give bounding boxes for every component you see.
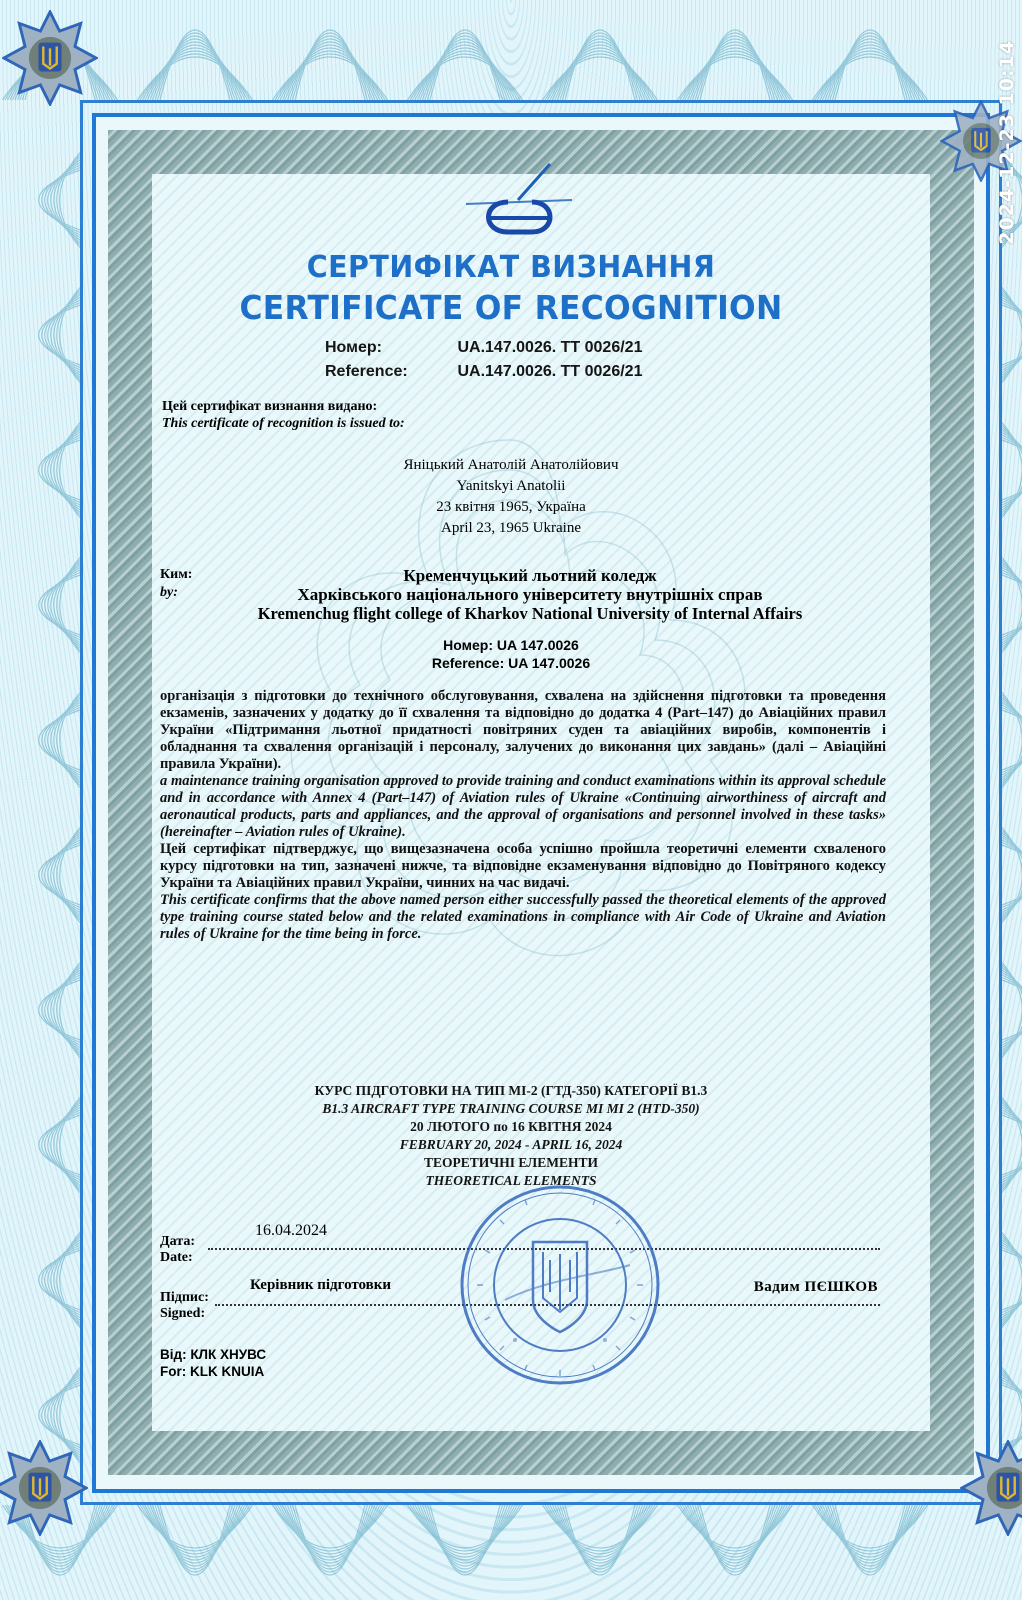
issued-to-label-en: This certificate of recognition is issued to: xyxy=(162,416,405,431)
guilloche-arc xyxy=(1002,1385,1022,1445)
police-star-trident-icon xyxy=(960,1440,1022,1536)
corner-badge-bottom-right xyxy=(960,1440,1022,1536)
date-label-uk: Дата: xyxy=(160,1234,195,1249)
issued-to-label-uk: Цей сертифікат визнання видано: xyxy=(162,399,378,414)
reference-value: UA.147.0026. TT 0026/21 xyxy=(457,363,643,380)
recipient-name-uk: Яніцький Анатолій Анатолійович xyxy=(403,457,619,473)
certificate-number-row xyxy=(325,339,642,357)
guilloche-arc xyxy=(413,1505,518,1554)
guilloche-arc xyxy=(413,51,518,100)
reference-label: Reference: xyxy=(325,363,408,380)
recipient-birth-uk: 23 квітня 1965, Україна xyxy=(436,499,586,515)
guilloche-arc xyxy=(1002,575,1022,635)
guilloche-arc xyxy=(143,1505,248,1554)
photo-timestamp: 2024-12-23 10:14 xyxy=(996,40,1018,245)
certificate-reference-row xyxy=(325,363,642,381)
issuer-name-en: Kremenchug flight college of Kharkov National University of Internal Affairs xyxy=(257,604,803,623)
body-paragraph-uk-2: Цей сертифікат підтверджує, що вищезазначена особа успішно пройшла теоретичні елементи схваленого курсу підготовки на тип, зазначені нижче, та відповідне екзаменування відповідно до Повітряного кодексу України та Авіаційних правил України, чинних на час видачі. xyxy=(160,841,886,891)
recipient-birth-en: April 23, 1965 Ukraine xyxy=(441,520,581,536)
issued-from-uk: Від: КЛК ХНУВС xyxy=(160,1347,267,1362)
issuer-reference-line: Reference: UA 147.0026 xyxy=(431,655,591,671)
certificate-body xyxy=(160,688,886,943)
course-elements-en: THEORETICAL ELEMENTS xyxy=(425,1173,597,1188)
course-dates-en: FEBRUARY 20, 2024 - APRIL 16, 2024 xyxy=(399,1137,623,1152)
course-title-uk: КУРС ПІДГОТОВКИ НА ТИП МІ-2 (ГТД-350) КАТЕГОРІЇ В1.3 xyxy=(314,1083,708,1098)
guilloche-arc xyxy=(818,51,923,100)
police-star-trident-icon xyxy=(0,1440,88,1536)
course-block xyxy=(0,1082,1022,1190)
issuer-label-uk: Ким: xyxy=(160,567,193,582)
number-label: Номер: xyxy=(325,339,382,356)
date-value: 16.04.2024 xyxy=(255,1222,327,1239)
signed-label xyxy=(160,1290,209,1322)
corner-badge-bottom-left xyxy=(0,1440,88,1536)
guilloche-arc xyxy=(1002,1250,1022,1310)
recipient-name-en: Yanitskyi Anatolii xyxy=(456,478,566,494)
guilloche-arc xyxy=(1002,710,1022,770)
police-star-trident-icon xyxy=(2,10,98,106)
body-paragraph-en-1: a maintenance training organisation approved to provide training and conduct examinations within its approval schedule and in accordance with Annex 4 (Part–147) of Aviation rules of Ukraine «Continuing airworthiness of aircraft and aeronautical products, parts and appliances, and the approval of organisations and personnel involved in these tasks» (hereinafter – Aviation rules of Ukraine). xyxy=(160,773,886,840)
guilloche-arc xyxy=(683,51,788,100)
course-elements-uk: ТЕОРЕТИЧНІ ЕЛЕМЕНТИ xyxy=(424,1155,598,1170)
signed-label-en: Signed: xyxy=(160,1306,206,1321)
aviation-wing-logo-icon xyxy=(460,160,580,240)
certificate-title-uk: СЕРТИФІКАТ ВИЗНАННЯ xyxy=(306,250,716,285)
guilloche-arc xyxy=(278,51,383,100)
issued-to-label xyxy=(162,398,405,432)
course-dates-uk: 20 ЛЮТОГО по 16 КВІТНЯ 2024 xyxy=(410,1119,612,1134)
guilloche-arc xyxy=(1002,305,1022,365)
corner-badge-top-left xyxy=(2,10,98,106)
guilloche-arc xyxy=(143,51,248,100)
guilloche-arc xyxy=(683,1505,788,1554)
course-title-en: B1.3 AIRCRAFT TYPE TRAINING COURSE MI MI 2 (HTD-350) xyxy=(322,1101,700,1116)
guilloche-arc xyxy=(278,1505,383,1554)
guilloche-arc xyxy=(818,1505,923,1554)
body-paragraph-en-2: This certificate confirms that the above named person either successfully passed the theoretical elements of the approved type training course stated below and the related examinations in compliance with Air Code of Ukraine and Aviation rules of Ukraine for the time being in force. xyxy=(160,892,886,942)
issuer-number: Номер: UA 147.0026 xyxy=(443,637,579,653)
recipient-block xyxy=(0,455,1022,539)
guilloche-arc xyxy=(548,1505,653,1554)
guilloche-arc xyxy=(548,51,653,100)
ukraine-trident-seal-icon xyxy=(455,1180,665,1390)
issuer-name xyxy=(160,566,900,623)
signer-role: Керівник підготовки xyxy=(250,1277,392,1293)
guilloche-arc xyxy=(1002,845,1022,905)
issuer-name-uk-line1: Кременчуцький льотний коледж xyxy=(403,566,657,585)
signer-name: Вадим ПЄШКОВ xyxy=(753,1279,878,1295)
date-label xyxy=(160,1234,195,1266)
issuer-label-en: by: xyxy=(160,585,178,600)
certificate-title-en: CERTIFICATE OF RECOGNITION xyxy=(239,288,783,327)
guilloche-arc xyxy=(1002,980,1022,1040)
date-label-en: Date: xyxy=(160,1250,193,1265)
body-paragraph-uk-1: організація з підготовки до технічного обслуговування, схвалена на здійснення підготовки та проведення екзаменів, зазначених у додатку до її схвалення та відповідно до додатка 4 (Part–147) до Авіаційних правил України «Підтримання льотної придатності повітряних суден та авіаційних виробів, компонентів і обладнання та схвалення організацій і персоналу, залучених до виконання цих завдань» (далі – Авіаційні правила України). xyxy=(160,688,886,772)
issuer-reference xyxy=(0,636,1022,672)
signed-label-uk: Підпис: xyxy=(160,1290,209,1305)
issuer-name-uk-line2: Харківського національного університету внутрішніх справ xyxy=(297,585,763,604)
issued-from-en: For: KLK KNUIA xyxy=(160,1364,265,1379)
number-value: UA.147.0026. TT 0026/21 xyxy=(457,339,643,356)
issued-from xyxy=(160,1346,266,1380)
